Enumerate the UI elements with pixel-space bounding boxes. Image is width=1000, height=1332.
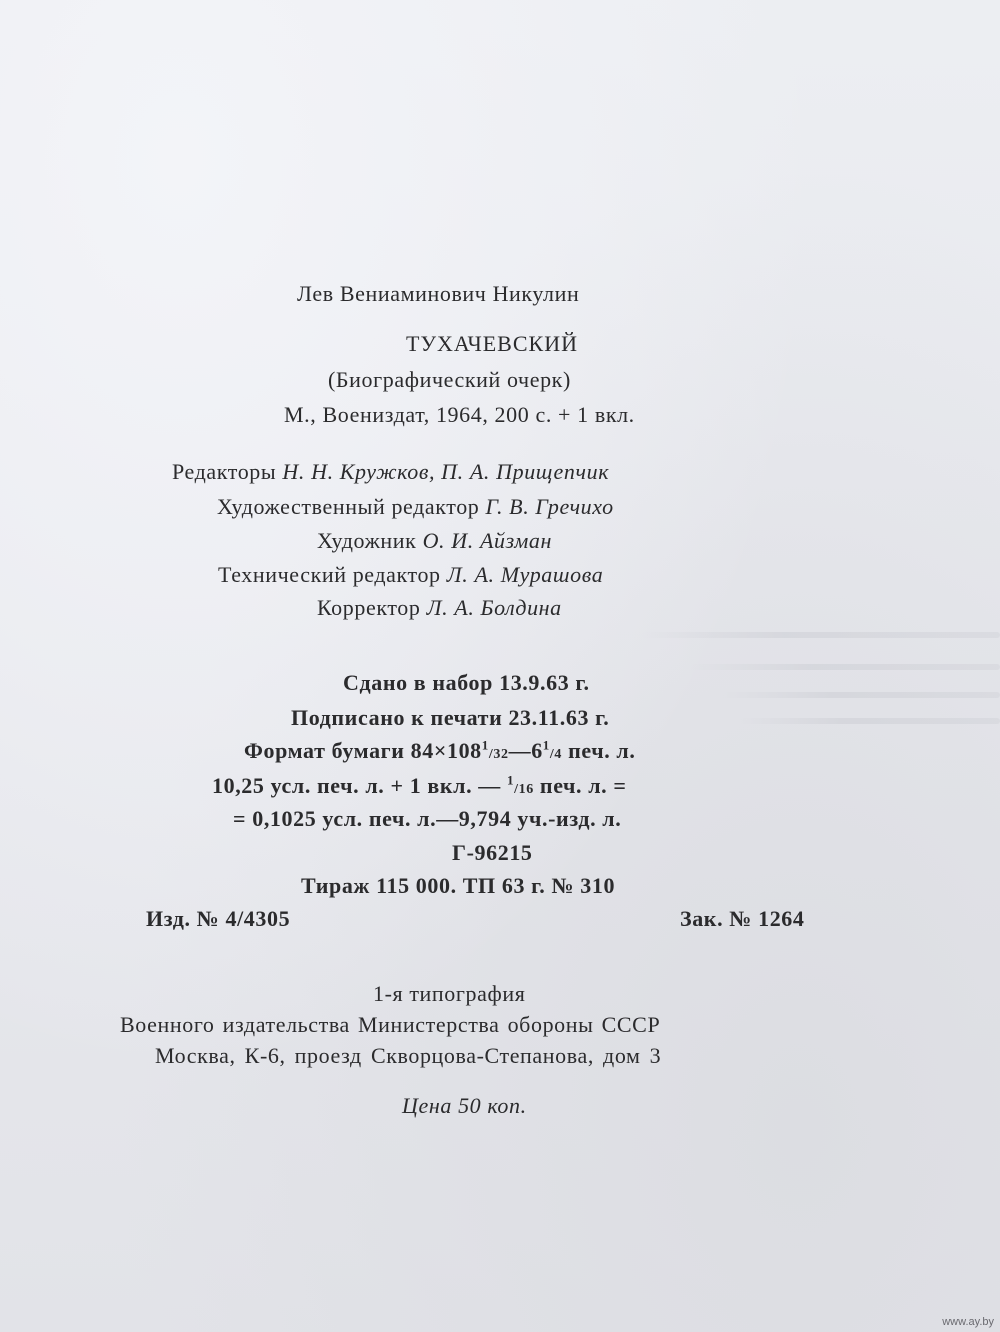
signed-date: Подписано к печати 23.11.63 г.	[291, 705, 610, 730]
show-through-mark	[640, 632, 1000, 638]
sheets-sub: /16	[514, 782, 534, 797]
format-sub2: /4	[549, 747, 562, 762]
format-sup: 1	[481, 737, 489, 753]
show-through-mark	[720, 692, 1000, 698]
sheets-prefix: 10,25 усл. печ. л. + 1 вкл. —	[212, 773, 508, 798]
printer-line-3: Москва, К-6, проезд Скворцова-Степанова, дом 3	[155, 1043, 662, 1068]
credit-names: Л. А. Болдина	[426, 595, 562, 620]
sheets-line-2: = 0,1025 усл. печ. л.—9,794 уч.-изд. л.	[233, 806, 622, 831]
format-sup2: 1	[542, 737, 550, 753]
credit-editors	[172, 461, 609, 483]
sheets-sup: 1	[507, 772, 515, 788]
author-name: Лев Вениаминович Никулин	[297, 281, 580, 306]
credit-role: Художественный редактор	[217, 494, 480, 519]
printer-line-1: 1-я типография	[373, 981, 526, 1006]
credit-tech-editor	[218, 564, 603, 586]
credit-role: Редакторы	[172, 459, 277, 484]
watermark: www.ay.by	[942, 1316, 994, 1328]
format-sub: /32	[488, 747, 509, 762]
imprint-line: М., Воениздат, 1964, 200 с. + 1 вкл.	[284, 402, 635, 427]
credit-role: Художник	[317, 528, 417, 553]
credit-names: Г. В. Гречихо	[485, 494, 614, 519]
credit-names: Л. А. Мурашова	[446, 562, 604, 587]
book-title: ТУХАЧЕВСКИЙ	[406, 331, 578, 356]
typeset-date: Сдано в набор 13.9.63 г.	[343, 670, 590, 695]
book-subtitle: (Биографический очерк)	[328, 367, 571, 392]
format-prefix: Формат бумаги 84×108	[244, 738, 482, 763]
price: Цена 50 коп.	[402, 1093, 527, 1118]
credit-role: Корректор	[317, 595, 421, 620]
show-through-mark	[740, 718, 1000, 724]
paper-format	[244, 737, 636, 763]
print-run: Тираж 115 000. ТП 63 г. № 310	[301, 873, 616, 898]
sheets-suffix: печ. л. =	[533, 773, 627, 798]
credit-role: Технический редактор	[218, 562, 441, 587]
edition-number: Изд. № 4/4305	[146, 906, 291, 931]
format-mid: —6	[508, 738, 543, 763]
sheets-line-1	[212, 772, 627, 798]
credit-names: О. И. Айзман	[422, 528, 552, 553]
printer-line-2: Военного издательства Министерства обороны СССР	[120, 1012, 661, 1037]
order-number: Зак. № 1264	[680, 906, 805, 931]
credit-artist	[317, 530, 552, 552]
credit-names: Н. Н. Кружков, П. А. Прищепчик	[282, 459, 610, 484]
credit-proofreader	[317, 597, 562, 619]
catalog-code: Г-96215	[452, 840, 533, 865]
format-suffix: печ. л.	[562, 738, 636, 763]
credit-art-editor	[217, 496, 614, 518]
show-through-mark	[690, 664, 1000, 670]
